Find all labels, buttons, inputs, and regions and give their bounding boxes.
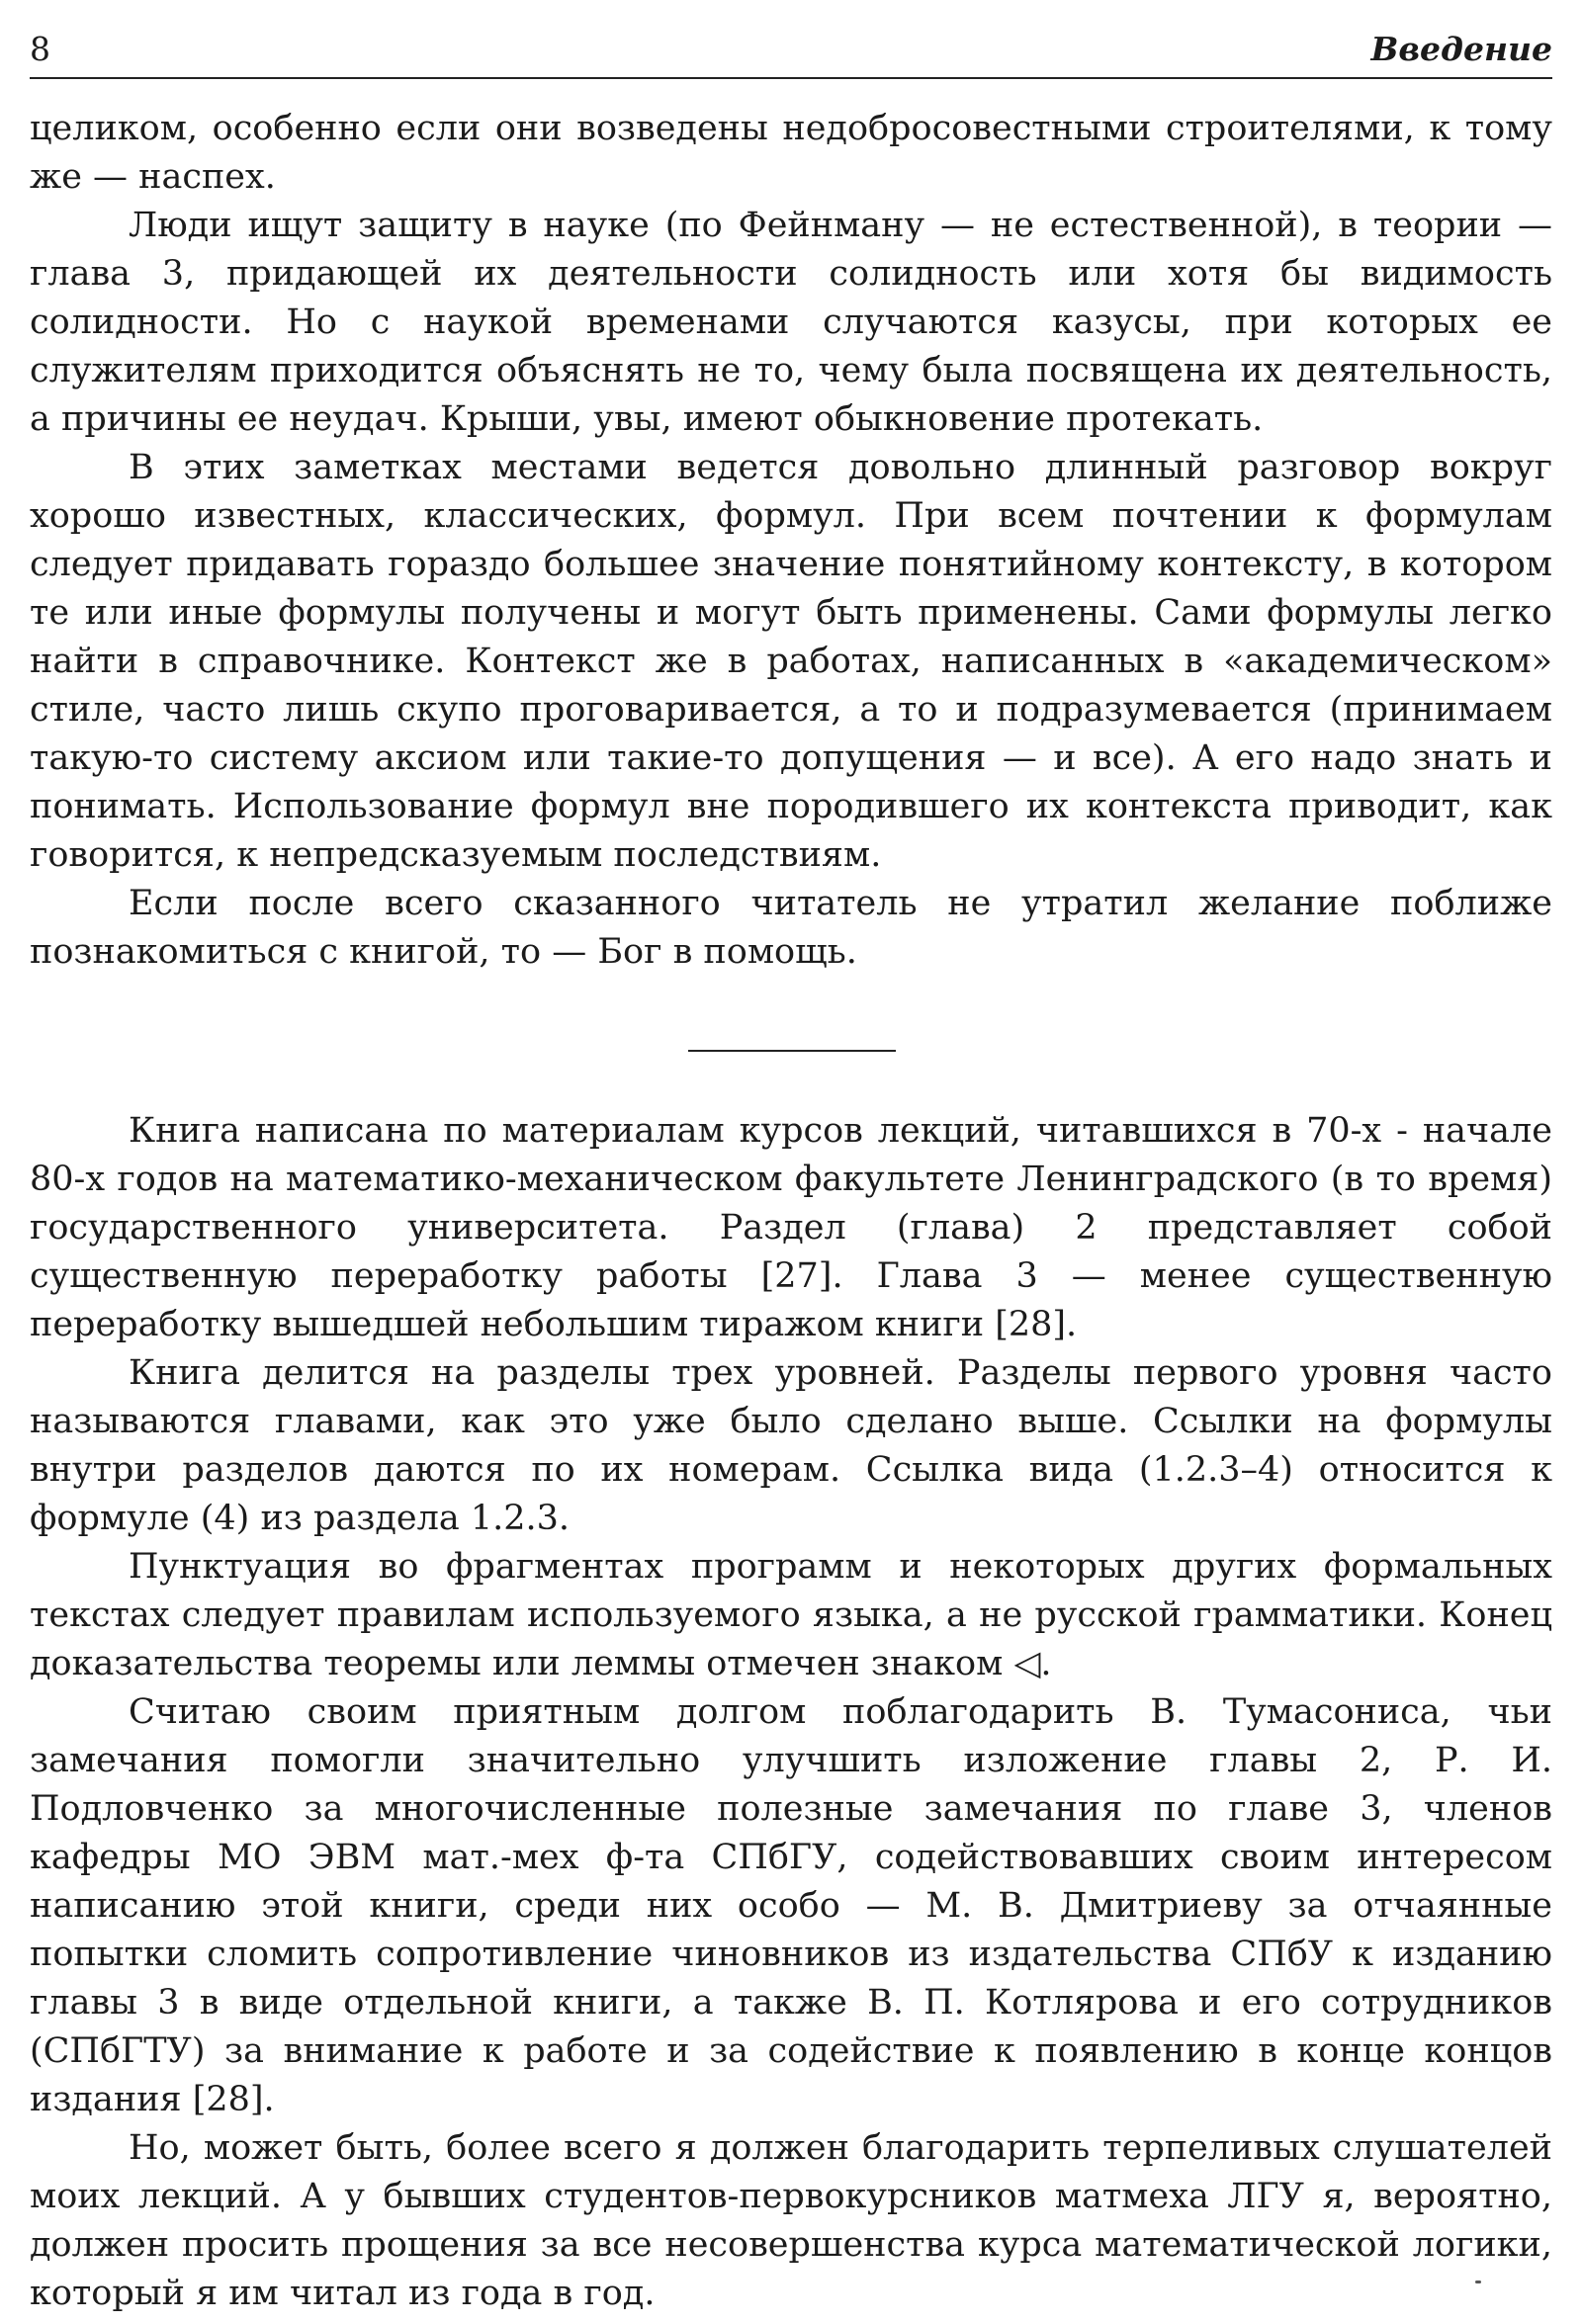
page-header [30,22,1552,79]
body-text-part-1 [30,105,1552,977]
paragraph: Если после всего сказанного читатель не утратил желание поближе познакомиться с книгой, то — Бог в помощь. [30,884,1552,972]
body-text-part-2 [30,1107,1552,2318]
paragraph: целиком, особенно если они возведены недобросовестными строителями, к тому же — наспех. [30,109,1552,197]
page-number: 8 [30,30,50,68]
paragraph: Но, может быть, более всего я должен благодарить терпеливых слушателей моих лекций. А у бывших студентов-первокурсников матмеха ЛГУ я, вероятно, должен просить прощения за все несовершенства курса математической логики, который я им читал из года в год. [30,2128,1552,2313]
section-divider [688,1050,896,1052]
paragraph: В этих заметках местами ведется довольно длинный разговор вокруг хорошо известных, классических, формул. При всем почтении к формулам следует придавать гораздо большее значение понятийному контексту, в котором те или иные формулы получены и могут быть применены. Сами формулы легко найти в справочнике. Контекст же в работах, написанных в «академическом» стиле, часто лишь скупо проговаривается, а то и подразумевается (принимаем такую-то систему аксиом или такие-то допущения — и все). А его надо знать и понимать. Использование формул вне породившего их контекста приводит, как говорится, к непредсказуемым последствиям. [30,448,1552,875]
scan-speck [1475,2281,1481,2283]
paragraph: Люди ищут защиту в науке (по Фейнману — не естественной), в теории — глава 3, придающей их деятельности солидность или хотя бы видимость солидности. Но с наукой временами случаются казусы, при которых ее служителям приходится объяснять не то, чему была посвящена их деятельность, а причины ее неудач. Крыши, увы, имеют обыкновение протекать. [30,206,1552,439]
paragraph: Книга делится на разделы трех уровней. Разделы первого уровня часто называются главами, как это уже было сделано выше. Ссылки на формулы внутри разделов даются по их номерам. Ссылка вида (1.2.3–4) относится к формуле (4) из раздела 1.2.3. [30,1353,1552,1538]
paragraph: Книга написана по материалам курсов лекций, читавшихся в 70-х - начале 80-х годов на математико-механическом факультете Ленинградского (в то время) государственного университета. Раздел (глава) 2 представляет собой существенную переработку работы [27]. Глава 3 — менее существенную переработку вышедшей небольшим тиражом книги [28]. [30,1111,1552,1344]
paragraph: Пунктуация во фрагментах программ и некоторых других формальных текстах следует правилам используемого языка, а не русской грамматики. Конец доказательства теоремы или леммы отмечен знаком ◁. [30,1547,1552,1683]
running-head: Введение [1370,30,1552,68]
paragraph: Считаю своим приятным долгом поблагодарить В. Тумасониса, чьи замечания помогли значительно улучшить изложение главы 2, Р. И. Подловченко за многочисленные полезные замечания по главе 3, членов кафедры МО ЭВМ мат.-мех ф-та СПбГУ, содействовавших своим интересом написанию этой книги, среди них особо — М. В. Дмитриеву за отчаянные попытки сломить сопротивление чиновников из издательства СПбУ к изданию главы 3 в виде отдельной книги, а также В. П. Котлярова и его сотрудников (СПбГТУ) за внимание к работе и за содействие к появлению в конце концов издания [28]. [30,1692,1552,2119]
